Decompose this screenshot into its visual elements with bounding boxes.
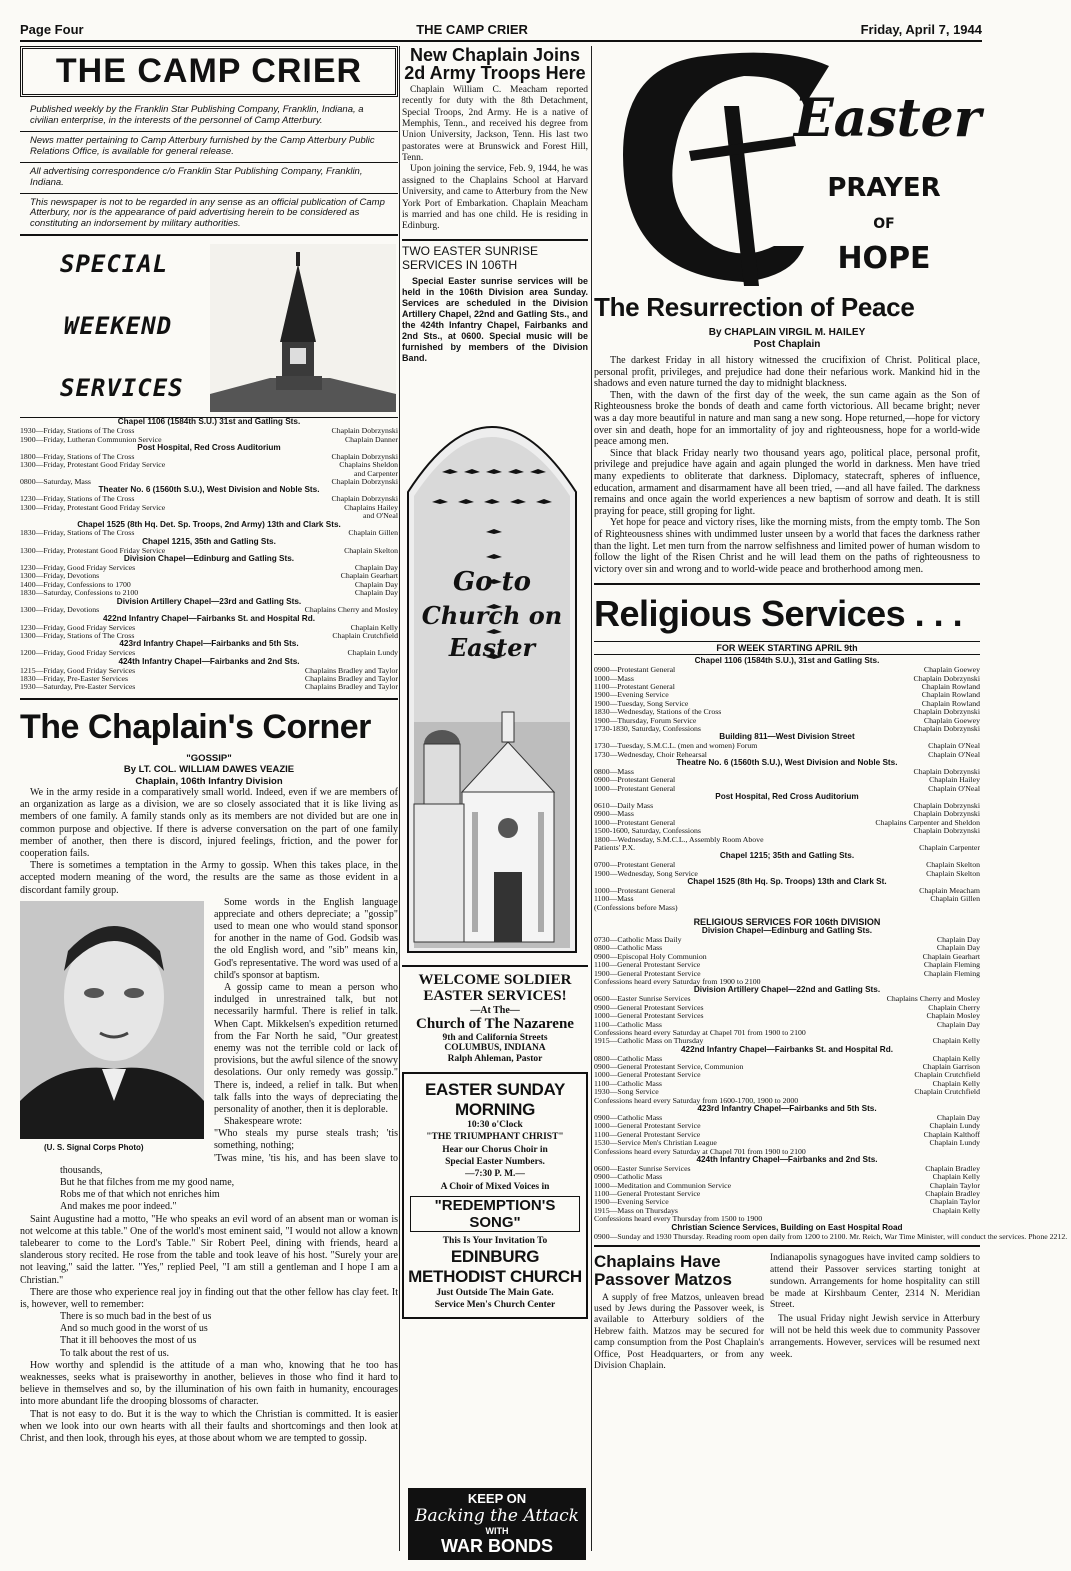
service-chaplain: Chaplain Kelly <box>932 1172 980 1182</box>
ad-line: Backing the Attack <box>415 1506 579 1526</box>
service-time: 1100—Protestant General <box>594 681 675 691</box>
service-time: 1900—Friday, Lutheran Communion Service <box>20 434 162 444</box>
verse-line: "Who steals my purse steals trash; 'tis something, nothing; <box>214 1128 398 1152</box>
masthead-disclaimer: This newspaper is not to be regarded in any sense as an official publication of Camp Atterbury, nor is the appearance of paid advertising herein to be considered as constituting an indorsement by military authorities. <box>20 198 398 237</box>
service-time: 1300—Friday, Devotions <box>20 571 100 581</box>
service-chaplain: Chaplain Dobrzynski <box>913 809 980 819</box>
service-chaplain: Chaplain Dobrzynski <box>913 707 980 717</box>
service-time: 1930—Saturday, Pre-Easter Services <box>20 682 136 692</box>
poster-line: Go to <box>453 567 531 598</box>
service-chaplain: Chaplain Carpenter <box>919 843 980 853</box>
go-to-church-poster <box>402 372 582 952</box>
service-chaplain <box>1067 1233 1071 1241</box>
service-chaplain: Chaplain Skelton <box>344 545 398 555</box>
service-time: 1300—Friday, Protestant Good Friday Service <box>20 502 166 512</box>
service-time: 1400—Friday, Confessions to 1700 <box>20 579 131 589</box>
service-time: 1730—Tuesday, S.M.C.L. (men and women) Forum <box>594 741 758 751</box>
service-chaplain: Chaplain Day <box>354 588 398 598</box>
church-steeple-image <box>210 244 396 412</box>
service-chaplain: Chaplain Taylor <box>929 1197 980 1207</box>
service-time: 1215—Friday, Good Friday Services <box>20 665 136 675</box>
ad-line: Special Easter Numbers. <box>445 1157 545 1168</box>
paragraph: A gossip came to mean a person who indulged in unrestrained talk, but not necessarily harmful. There is relief in talk. When Capt. Mikkelsen's expedition returned from the Far North he said, "Our greatest enemy was not the terrible cold or lack of provisions, but the awful silence of the snowy desolations. Our only remedy was gossip." There is, indeed, a relief in talk. But when talk falls into the ways of depreciating the personality of another, then it is deplorable. <box>214 982 398 1115</box>
article-author: By LT. COL. WILLIAM DAWES VEAZIE <box>123 764 295 776</box>
column-rule <box>399 46 400 1551</box>
service-time: 0900—Protestant General <box>594 665 676 675</box>
service-chaplain: Chaplain Kelly <box>932 1036 980 1046</box>
verse-line: 'Twas mine, 'tis his, and has been slave to thousands, <box>60 1152 398 1176</box>
service-time: 0900—Catholic Mass <box>594 1112 663 1122</box>
ad-line: MORNING <box>454 1099 536 1119</box>
schedule-location-heading: Theatre No. 6 (1560th S.U.), West Division and Noble Sts. <box>676 758 898 768</box>
service-time: 1830—Saturday, Confessions to 2100 <box>20 588 139 598</box>
middle-column <box>402 46 588 1319</box>
masthead-title: THE CAMP CRIER <box>20 46 398 97</box>
schedule-location-heading: Post Hospital, Red Cross Auditorium <box>137 442 281 452</box>
service-chaplain: Chaplains Carpenter and Sheldon <box>875 817 980 827</box>
schedule-location-heading: 423rd Infantry Chapel—Fairbanks and 5th Sts. <box>119 639 299 649</box>
masthead-note: Published weekly by the Franklin Star Publishing Company, Franklin, Indiana, a civilian enterprise, in the interests of the personnel of Camp Atterbury. <box>20 105 398 132</box>
service-time: 1000—General Protestant Services <box>594 1011 704 1021</box>
paragraph: Chaplain William C. Meacham reported recently for duty with the 8th Detachment, Special Troops, 2nd Army. He is a native of Memphis, Tenn., and received his degree from Union University, Jackson, Tenn. His last two pastorates were at Brunswick and Forest Hill, Tenn. <box>402 84 588 164</box>
ad-line: "REDEMPTION'S SONG" <box>410 1196 580 1232</box>
service-time: 0900—Episcopal Holy Communion <box>594 951 707 961</box>
easter-word: Easter <box>794 88 982 149</box>
service-time: 1230—Friday, Stations of The Cross <box>20 494 135 504</box>
service-chaplain: Chaplain Rowland <box>921 698 980 708</box>
service-time: 1100—General Protestant Service <box>594 960 701 970</box>
service-chaplain: and Carpenter <box>354 468 398 478</box>
paragraph: There is sometimes a temptation in the Army to gossip. When this takes place, in the accepted modern meaning of the word, the results are the same as those evident in a discordant family group. <box>20 860 398 896</box>
mission-church-illustration <box>414 712 570 948</box>
ad-line: —At The— <box>470 1004 520 1016</box>
service-chaplain: Chaplain Dobrzynski <box>913 826 980 836</box>
sunrise-headline: TWO EASTER SUNRISE SERVICES IN 106TH <box>402 243 539 272</box>
schedule-location-heading: 422nd Infantry Chapel—Fairbanks St. and Hospital Rd. <box>102 613 315 623</box>
service-time: 1915—Mass on Thursdays <box>594 1205 678 1215</box>
photo-caption: (U. S. Signal Corps Photo) <box>44 1142 144 1152</box>
service-chaplain: Chaplain Danner <box>344 434 398 444</box>
masthead-note: News matter pertaining to Camp Atterbury furnished by the Camp Atterbury Public Relations Office, is available for general release. <box>20 136 398 163</box>
ad-line: 10:30 o'Clock <box>467 1120 523 1131</box>
service-chaplain: Chaplain Cherry <box>928 1002 980 1012</box>
weekend-schedule <box>20 418 398 692</box>
service-time: 0900—General Protestant Service, Communion <box>594 1062 744 1072</box>
schedule-location-heading: Theater No. 6 (1560th S.U.), West Division and Noble Sts. <box>98 485 320 495</box>
service-chaplain: Chaplain Dobrzynski <box>913 801 980 810</box>
service-chaplain: Chaplain Kelly <box>350 622 398 632</box>
service-time: 0600—Easter Sunrise Services <box>594 994 691 1004</box>
service-chaplain: Chaplains Sheldon <box>339 460 398 470</box>
masthead-note: All advertising correspondence c/o Franklin Star Publishing Company, Franklin, Indiana. <box>20 167 398 194</box>
service-chaplain: Chaplain O'Neal <box>928 783 980 793</box>
division-services-schedule <box>594 926 1068 1241</box>
schedule-location-heading: 423rd Infantry Chapel—Fairbanks and 5th Sts. <box>697 1104 877 1114</box>
schedule-location-heading: Division Artillery Chapel—22nd and Gatling Sts. <box>693 985 881 995</box>
service-time: 0800—Mass <box>594 766 634 776</box>
religious-services-schedule <box>594 657 980 912</box>
service-chaplain <box>976 1097 980 1105</box>
service-chaplain: Chaplain Skelton <box>926 868 980 878</box>
service-time: 1300—Friday, Protestant Good Friday Service <box>20 460 166 470</box>
service-time: 1730-1830, Saturday, Confessions <box>594 723 701 733</box>
ad-line: WITH <box>485 1526 509 1536</box>
ad-line: Ralph Ahleman, Pastor <box>447 1053 543 1064</box>
nazarene-ad <box>402 965 588 1064</box>
resurrection-headline: The Resurrection of Peace <box>594 292 915 322</box>
service-time: 1100—General Protestant Service <box>594 1189 701 1199</box>
banner-word: SERVICES <box>60 374 184 403</box>
service-time: 0610—Daily Mass <box>594 801 654 810</box>
service-time: 1530—Service Men's Christian League <box>594 1138 717 1148</box>
service-chaplain: Chaplain Dobrzynski <box>331 494 398 504</box>
service-chaplain: Chaplain Meacham <box>919 885 980 895</box>
passover-article <box>594 1245 980 1372</box>
service-chaplain: Chaplain Goewey <box>923 715 980 725</box>
schedule-location-heading: Building 811—West Division Street <box>719 732 855 742</box>
week-banner: FOR WEEK STARTING APRIL 9th <box>594 641 980 655</box>
easter-tagline: OF <box>873 216 895 232</box>
service-chaplain: Chaplain Kelly <box>932 1053 980 1063</box>
easter-tagline: HOPE <box>837 241 931 276</box>
ad-line: METHODIST CHURCH <box>408 1267 582 1286</box>
ad-line: WAR BONDS <box>441 1536 553 1556</box>
service-time: Confessions heard every Thursday from 1500 to 1900 <box>594 1214 763 1224</box>
schedule-location-heading: Post Hospital, Red Cross Auditorium <box>715 792 859 802</box>
chaplain-portrait <box>20 901 204 1151</box>
service-time: 0700—Protestant General <box>594 860 676 870</box>
service-chaplain <box>976 978 980 986</box>
paragraph: That is not easy to do. But it is the way to which the Christian is committed. It is easier when we look into our own hearts with all their faults and shortcomings and then look at Christ, and then look, through his eyes, at those about whom we are tempted to gossip. <box>20 1408 398 1444</box>
issue-date: Friday, April 7, 1944 <box>860 21 982 37</box>
service-time: 1900—General Protestant Service <box>594 968 701 978</box>
left-column <box>20 46 398 1445</box>
service-chaplain: Chaplains Cherry and Mosley <box>886 994 980 1004</box>
poster-line: Easter <box>448 633 536 663</box>
service-chaplain: Chaplain Day <box>936 1112 980 1122</box>
paragraph: Some words in the English language appreciate and others depreciate; a "gossip" used to mean one who would stand sponsor for another in the name of God. Godsib was the old English word, and "sib" means kin, God's representative. The word was used of a child's sponsor at baptism. <box>214 896 398 981</box>
paragraph: How worthy and splendid is the attitude of a man who, knowing that he too has weaknesses, seeks what is praiseworthy in another, believes in those who find it hard to believe in themselves and so, by the illumination of his own faith in humanity, encourages into more abundant life the drooping blossoms of character. <box>20 1359 398 1408</box>
ad-line: "THE TRIUMPHANT CHRIST" <box>426 1132 564 1143</box>
resurrection-body <box>594 355 980 575</box>
article-subtitle: "GOSSIP" <box>186 752 232 764</box>
service-time: 1830—Wednesday, Stations of the Cross <box>594 707 722 717</box>
service-time: 1000—Mass <box>594 673 634 683</box>
verse-line: There is so much bad in the best of us <box>60 1311 212 1323</box>
service-chaplain: Chaplain Dobrzynski <box>913 766 980 776</box>
service-chaplain: Chaplain Kelly <box>932 1078 980 1088</box>
service-chaplain: Chaplains Cherry and Mosley <box>304 605 398 615</box>
schedule-row <box>594 887 980 895</box>
ad-line: EASTER SERVICES! <box>423 987 567 1004</box>
banner-word: SPECIAL <box>60 250 169 279</box>
service-time: 1300—Friday, Stations of The Cross <box>20 631 135 641</box>
paragraph: Shakespeare wrote: <box>224 1116 303 1128</box>
service-time: 0800—Catholic Mass <box>594 1053 663 1063</box>
service-time: 1000—General Protestant Service <box>594 1070 701 1080</box>
service-chaplain: Chaplain Rowland <box>921 681 980 691</box>
service-time: Confessions heard every Saturday at Chapel 701 from 1900 to 2100 <box>594 1146 806 1156</box>
service-time: 1800—Wednesday, S.M.C.L., Assembly Room Above <box>594 834 764 844</box>
service-time: 0800—Catholic Mass <box>594 943 663 953</box>
service-chaplain: Chaplain Mosley <box>926 1011 980 1021</box>
sunrise-article <box>402 239 588 364</box>
paragraph: Yet hope for peace and victory rises, like the morning mists, from the empty tomb. The Son of Righteousness shines with undimmed luster unseen by a world that faces the darkness rather than the light. Let men turn from the narrow selfishness and limited power of human wisdom to follow the light of the Risen Christ and he will lead them on the paths of righteousness to victory over sin and wrong and to world-wide peace and brotherhood among men. <box>594 517 980 575</box>
service-chaplain: Chaplain Garrison <box>922 1062 980 1072</box>
verse-line: But he that filches from me my good name, <box>60 1177 235 1188</box>
service-chaplain: Chaplain Crutchfield <box>914 1087 980 1097</box>
ad-line: COLUMBUS, INDIANA <box>444 1043 546 1054</box>
service-chaplain: and O'Neal <box>363 511 398 521</box>
service-chaplain <box>976 1148 980 1156</box>
service-time: 1000—Protestant General <box>594 783 676 793</box>
service-time: 1100—Catholic Mass <box>594 1019 662 1029</box>
poster-line: Church on <box>421 601 563 631</box>
banner-word: WEEKEND <box>64 312 173 341</box>
service-chaplain: Chaplain Day <box>936 1019 980 1029</box>
service-chaplain: Chaplain Gearhart <box>922 951 980 961</box>
service-chaplain: Chaplain Bradley <box>925 1189 980 1199</box>
service-chaplain: Chaplains Bradley and Taylor <box>304 682 398 692</box>
schedule-row <box>20 683 398 691</box>
chaplains-corner-body <box>20 787 398 1445</box>
schedule-location-heading: Division Artillery Chapel—23rd and Gatling Sts. <box>116 596 302 606</box>
service-time: Confessions heard every Saturday at Chapel 701 from 1900 to 2100 <box>594 1027 806 1037</box>
schedule-location-heading: Chapel 1106 (1584th S.U.), 31st and Gatling Sts. <box>694 656 880 666</box>
paragraph: There are those who experience real joy in finding out that the other fellow has clay feet. It is, however, well to remember: <box>20 1286 398 1310</box>
ad-line: A Choir of Mixed Voices in <box>440 1181 550 1192</box>
sunrise-body: Special Easter sunrise services will be held in the 106th Division area Sunday. Services are scheduled in the Division Artillery Chapel, 22nd and Gatling Sts., and the 424th Infantry Chapel, Fairbanks and 2nd Sts., at 0600. Special music will be furnished by members of the Division Band. <box>402 276 588 364</box>
war-bonds-ad <box>408 1488 586 1560</box>
service-time: 1900—Thursday, Forum Service <box>594 715 697 725</box>
service-time: 1900—Wednesday, Song Service <box>594 868 698 878</box>
service-time: 1930—Friday, Stations of The Cross <box>20 426 135 436</box>
service-chaplain: Chaplain Day <box>354 579 398 589</box>
service-time: 1000—Protestant General <box>594 885 676 895</box>
service-chaplain: Chaplain Lundy <box>929 1121 980 1131</box>
passover-headline: Chaplains Have Passover Matzos <box>594 1251 732 1289</box>
service-time: 1230—Friday, Good Friday Services <box>20 562 136 572</box>
service-time: Patients' P.X. <box>594 843 636 853</box>
ad-line: KEEP ON <box>467 1491 527 1506</box>
service-chaplain: Chaplain O'Neal <box>928 741 980 751</box>
service-chaplain: Chaplain Gillen <box>930 894 980 904</box>
service-chaplain: Chaplain Fleming <box>923 968 980 978</box>
schedule-location-heading: Division Chapel—Edinburg and Gatling Sts. <box>701 926 873 936</box>
schedule-location-heading: 424th Infantry Chapel—Fairbanks and 2nd Sts. <box>696 1154 878 1164</box>
ad-line: EASTER SUNDAY <box>424 1079 565 1099</box>
service-chaplain: Chaplains Bradley and Taylor <box>304 665 398 675</box>
service-chaplain: Chaplain Dobrzynski <box>331 477 398 487</box>
special-services-banner <box>20 240 398 418</box>
service-time: 1830—Friday, Pre-Easter Services <box>20 674 128 684</box>
ad-line: Church of The Nazarene <box>416 1015 574 1032</box>
new-chaplain-headline: New Chaplain Joins 2d Army Troops Here <box>404 45 586 84</box>
paragraph: We in the army reside in a comparatively small world. Indeed, even if we are members of an organization as large as a division, we are so closely associated that it is like living as members of one family. A family stands only as its members are not divided but are one in common purpose and objective. If there is adverse conversation on the part of one family member of another, then there is discord, injured feelings, friction, and the power for cooperation fails. <box>20 787 398 859</box>
service-chaplain: Chaplain Lundy <box>347 648 398 658</box>
religious-services-headline: Religious Services . . . <box>594 583 980 635</box>
service-chaplain: Chaplain Fleming <box>923 960 980 970</box>
service-time: 1500-1600, Saturday, Confessions <box>594 826 701 836</box>
schedule-location-heading: 424th Infantry Chapel—Fairbanks and 2nd Sts. <box>118 656 300 666</box>
service-time: (Confessions before Mass) <box>594 902 678 912</box>
schedule-row <box>20 504 398 512</box>
ad-line: EDINBURG <box>450 1247 540 1267</box>
service-time: 0900—Sunday and 1930 Thursday. Reading room open daily from 1200 to 2100. Mr. Reich, War Time Minister, will conduct the services. Phone 2212. <box>594 1231 1068 1241</box>
methodist-ad <box>402 1072 588 1319</box>
article-author-role: Chaplain, 106th Infantry Division <box>135 775 283 787</box>
paragraph: The usual Friday night Jewish service in Atterbury will not be held this week due to community Passover arrangements. However, services will be resumed next week. <box>770 1314 980 1360</box>
article-author: By CHAPLAIN VIRGIL M. HAILEY <box>708 327 866 338</box>
easter-tagline: PRAYER <box>827 173 941 203</box>
service-time: 1000—Protestant General <box>594 817 676 827</box>
schedule-location-heading: Christian Science Services, Building on East Hospital Road <box>671 1222 903 1232</box>
ad-line: WELCOME SOLDIER <box>418 972 572 989</box>
easter-prayer-of-hope-art <box>594 46 980 290</box>
schedule-row <box>594 904 980 912</box>
article-author-role: Post Chaplain <box>753 339 821 350</box>
service-chaplain: Chaplain Day <box>936 943 980 953</box>
service-time: 1230—Friday, Good Friday Services <box>20 622 136 632</box>
paragraph: Then, with the dawn of the first day of the week, the sun came again as the Son of Righteousness broke the bonds of death and came forth victorious. All became bright; never was a day more beautiful in nature and man sang a new song. Hope returned,—hope for victory over sin and death, hope for an immortality of joy and righteousness, hope for a world-wide peace among men. <box>594 389 980 448</box>
service-chaplain: Chaplain Kelly <box>932 1205 980 1215</box>
service-time: 1000—Meditation and Communion Service <box>594 1180 732 1190</box>
service-chaplain: Chaplain O'Neal <box>928 749 980 759</box>
paragraph: Since that black Friday nearly two thousand years ago, political place, personal profit, privilege and prejudice have again and again plunged the world in darkness. Men have tried many expedients to obliterate that darkness. Diplomacy, statecraft, spheres of influence, education, armament and disarmament have all been tried, —and all have failed. The darkness remains and once again the world experiences a new baptism of sorrow and death. It is still praying for peace, still groping for light. <box>594 447 980 517</box>
ad-line: Just Outside The Main Gate. <box>436 1287 554 1298</box>
verse-line: Robs me of that which not enriches him <box>60 1189 220 1201</box>
service-chaplain: Chaplains Hailey <box>344 502 398 512</box>
service-time: 1300—Friday, Protestant Good Friday Service <box>20 545 166 555</box>
service-time: 1915—Catholic Mass on Thursday <box>594 1036 704 1046</box>
division-services-subhead: RELIGIOUS SERVICES FOR 106th DIVISION <box>693 917 881 928</box>
schedule-row <box>20 461 398 469</box>
easter-illustration <box>594 46 980 290</box>
paragraph: A supply of free Matzos, unleaven bread used by Jews during the Passover week, is available to Atterbury soldiers of the Hebrew faith. Matzos may be secured for camp consumption from the Post Chaplain's Office, Post Headquarters, or from any Division Chaplain. <box>594 1292 764 1371</box>
service-time: Confessions heard every Saturday from 1600-1700, 1900 to 2000 <box>594 1095 799 1105</box>
service-time: 1800—Friday, Stations of The Cross <box>20 451 135 461</box>
service-chaplain <box>976 904 980 912</box>
service-chaplain: Chaplain Rowland <box>921 690 980 700</box>
verse-line: That it ill behooves the most of us <box>60 1335 197 1347</box>
service-time: 0900—General Protestant Services <box>594 1002 704 1012</box>
service-time: Confessions heard every Saturday from 1900 to 2100 <box>594 977 761 987</box>
service-time: 0600—Easter Sunrise Services <box>594 1163 691 1173</box>
page-header <box>20 18 982 42</box>
service-chaplain <box>976 1215 980 1223</box>
schedule-location-heading: Division Chapel—Edinburg and Gatling Sts. <box>123 554 295 564</box>
right-column <box>594 46 1068 1372</box>
ad-line: Hear our Chorus Choir in <box>442 1144 548 1155</box>
service-chaplain: Chaplain Hailey <box>929 775 980 785</box>
service-chaplain: Chaplain Crutchfield <box>332 631 398 641</box>
rhyme-verse <box>20 1311 398 1360</box>
verse-line: To talk about the rest of us. <box>60 1347 169 1359</box>
ad-line: 9th and California Streets <box>442 1032 548 1043</box>
schedule-location-heading: Chapel 1525 (8th Hq. Det. Sp. Troops, 2nd Army) 13th and Clark Sts. <box>77 519 341 529</box>
service-time: 0900—Protestant General <box>594 775 676 785</box>
service-chaplain: Chaplain Skelton <box>926 860 980 870</box>
paragraph: The darkest Friday in all history witnessed the crucifixion of Christ. Political place, personal profit, privileges, and prejudice had done their nefarious work. Mankind hid in the shadows and even nature turned the day to midnight blackness. <box>594 355 980 390</box>
schedule-location-heading: Chapel 1215, 35th and Gatling Sts. <box>142 536 276 546</box>
service-time: 1100—Catholic Mass <box>594 1078 662 1088</box>
service-chaplain: Chaplain Bradley <box>925 1163 980 1173</box>
service-time: 1100—General Protestant Service <box>594 1129 701 1139</box>
paragraph: Indianapolis synagogues have invited camp soldiers to attend their Passover services starting tonight at sundown. Arrangements for home hospitality can still be made at Kirshbaum Center, 2314 N. Meridian Street. <box>770 1252 980 1311</box>
service-time: 0800—Saturday, Mass <box>20 477 91 487</box>
service-time: 1000—General Protestant Service <box>594 1121 701 1131</box>
service-time: 0730—Catholic Mass Daily <box>594 935 682 945</box>
schedule-row <box>594 1231 1068 1241</box>
column-rule <box>591 46 592 1551</box>
service-chaplain: Chaplain Kalthoff <box>923 1129 980 1139</box>
service-chaplain: Chaplain Crutchfield <box>914 1070 980 1080</box>
service-chaplain: Chaplain Gearhart <box>340 571 398 581</box>
service-chaplain: Chaplain Dobrzynski <box>913 723 980 733</box>
ad-line: Service Men's Church Center <box>434 1299 556 1310</box>
service-chaplain: Chaplain Dobrzynski <box>331 426 398 436</box>
service-chaplain: Chaplain Taylor <box>929 1180 980 1190</box>
verse-line: And so much good in the worst of us <box>60 1323 208 1335</box>
service-chaplain: Chaplain Goewey <box>923 665 980 675</box>
paragraph: Upon joining the service, Feb. 9, 1944, he was assigned to the Chaplains School at Harvard University, and came to Atterbury from the New York Port of Embarkation. Chaplain Meacham is married and has one child. He is residing in Edinburg. <box>402 164 588 232</box>
service-chaplain: Chaplain Day <box>354 562 398 572</box>
service-time: 1100—Mass <box>594 894 634 904</box>
schedule-location-heading: Chapel 1525 (8th Hq. Sp. Troops) 13th and Clark St. <box>687 877 887 887</box>
service-time: 1200—Friday, Good Friday Services <box>20 648 136 658</box>
ad-line: —7:30 P. M.— <box>465 1169 525 1180</box>
service-time: 1900—Evening Service <box>594 1197 669 1207</box>
service-time: 1930—Song Service <box>594 1087 659 1097</box>
service-time: 0900—Catholic Mass <box>594 1172 663 1182</box>
ad-line: This Is Your Invitation To <box>442 1236 548 1247</box>
service-time: 1900—Evening Service <box>594 690 669 700</box>
service-chaplain: Chaplain Dobrzynski <box>913 673 980 683</box>
service-chaplain: Chaplain Lundy <box>929 1138 980 1148</box>
service-time: 1300—Friday, Devotions <box>20 605 100 615</box>
paragraph: Saint Augustine had a motto, "He who speaks an evil word of an absent man or woman is not welcome at this table." One of the world's most eminent said, "I would not allow a known talebearer to come to the Lord's Table." Sir Robert Peel, dining with friends, heard a slanderous story recited. He rose from the table and took leave of his host. "Surely your are not leaving," said the latter. "Yes," replied Peel, "I am still a gentleman and I hope I am a Christian." <box>20 1213 398 1286</box>
portrait-photo <box>20 901 204 1139</box>
service-chaplain: Chaplain Gillen <box>348 528 398 538</box>
service-time: 1900—Tuesday, Song Service <box>594 698 689 708</box>
page-number: Page Four <box>20 21 84 37</box>
service-time: 1830—Friday, Stations of The Cross <box>20 528 135 538</box>
chaplains-corner-title: The Chaplain's Corner <box>20 698 398 747</box>
service-chaplain: Chaplain Day <box>936 935 980 945</box>
schedule-location-heading: Chapel 1106 (1584th S.U.) 31st and Gatling Sts. <box>117 417 301 427</box>
verse-line: And makes me poor indeed." <box>60 1201 177 1213</box>
schedule-location-heading: 422nd Infantry Chapel—Fairbanks St. and Hospital Rd. <box>680 1044 893 1054</box>
service-chaplain: Chaplains Bradley and Taylor <box>304 674 398 684</box>
service-time: 1730—Wednesday, Choir Rehearsal <box>594 749 707 759</box>
paper-name: THE CAMP CRIER <box>416 21 528 37</box>
service-chaplain: Chaplain Dobrzynski <box>331 451 398 461</box>
service-time: 0900—Mass <box>594 809 634 819</box>
schedule-location-heading: Chapel 1215; 35th and Gatling Sts. <box>719 851 855 861</box>
